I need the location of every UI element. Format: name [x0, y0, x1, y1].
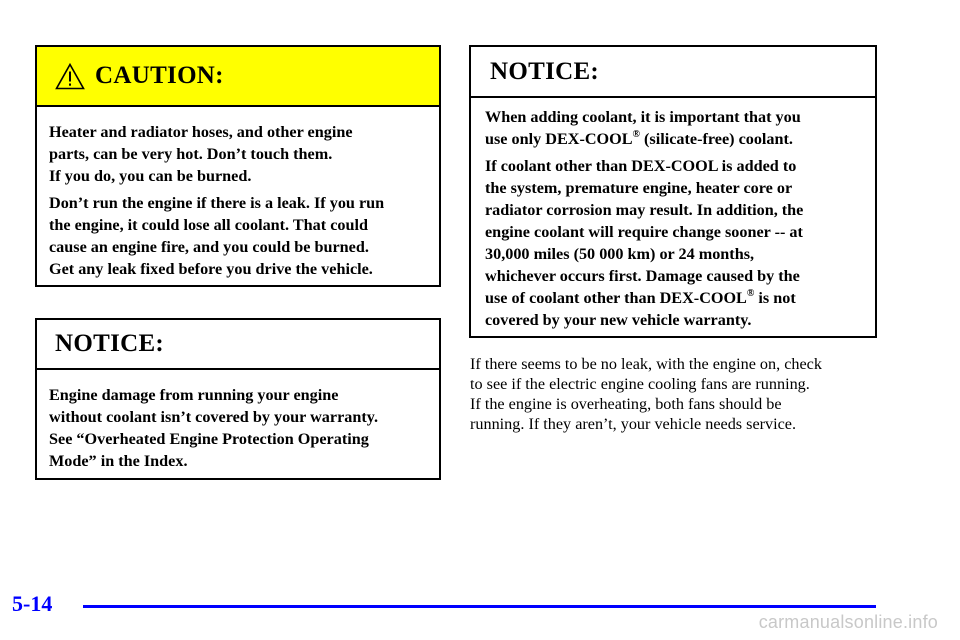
notice-header: [471, 47, 875, 98]
notice-line: Mode” in the Index.: [49, 452, 188, 470]
text-run: -: [693, 289, 700, 307]
text-run: --: [774, 223, 786, 241]
notice-body: [37, 370, 439, 472]
caution-line: cause an engine fire, and you could be burned.: [49, 238, 369, 256]
text-run: (silicate-free) coolant.: [640, 130, 793, 148]
caution-line: Heater and radiator hoses, and other engine: [49, 123, 353, 141]
notice-box-coolant: [469, 45, 877, 338]
notice-line: [485, 287, 867, 309]
notice-title: NOTICE:: [55, 330, 165, 357]
caution-line: parts, can be very hot. Don’t touch them.: [49, 145, 333, 163]
text-run: is not: [754, 289, 796, 307]
notice-line: [485, 128, 867, 150]
notice-paragraph: [485, 106, 867, 150]
notice-line: When adding coolant, it is important that you: [485, 108, 801, 126]
body-line: If there seems to be no leak, with the engine on, check: [470, 355, 822, 373]
caution-line: If you do, you can be burned.: [49, 167, 252, 185]
footer-rule: [83, 605, 876, 608]
warning-triangle-icon: [55, 63, 85, 90]
text-run: use only DEX: [485, 130, 580, 148]
text-run: COOL: [699, 289, 747, 307]
watermark: carmanualsonline.info: [758, 612, 938, 632]
notice-line: the system, premature engine, heater core or: [485, 179, 793, 197]
notice-line: radiator corrosion may result. In addition, the: [485, 201, 804, 219]
text-run: use of coolant other than DEX: [485, 289, 694, 307]
text-run: -: [579, 130, 585, 148]
caution-paragraph: [49, 192, 429, 280]
text-run: COOL is added to: [670, 157, 797, 175]
notice-box-warranty: [35, 318, 441, 480]
caution-title: CAUTION:: [95, 62, 224, 89]
notice-body: [471, 98, 875, 331]
body-paragraph: [470, 354, 890, 434]
body-line: If the engine is overheating, both fans should be: [470, 395, 782, 413]
notice-line: [485, 155, 867, 177]
text-run: -: [665, 157, 671, 175]
notice-line: whichever occurs first. Damage caused by the: [485, 267, 800, 285]
notice-header: [37, 320, 439, 370]
text-run: If coolant other than DEX: [485, 157, 666, 175]
text-run: engine coolant will require change sooner: [485, 223, 775, 241]
caution-body: [37, 107, 439, 280]
registered-mark: ®: [746, 288, 755, 299]
page-number: 5-14: [12, 591, 53, 616]
notice-line: [485, 221, 867, 243]
body-line: to see if the electric engine cooling fans are running.: [470, 375, 810, 393]
text-run: COOL: [584, 130, 633, 148]
body-line: running. If they aren’t, your vehicle needs service.: [470, 415, 797, 433]
caution-box: [35, 45, 441, 287]
caution-header: [37, 47, 439, 107]
notice-line: Engine damage from running your engine: [49, 386, 339, 404]
caution-line: Don’t run the engine if there is a leak. If you run: [49, 194, 385, 212]
text-run: at: [785, 223, 803, 241]
caution-line: Get any leak fixed before you drive the vehicle.: [49, 260, 373, 278]
notice-paragraph: [49, 384, 429, 472]
registered-mark: ®: [632, 129, 640, 140]
notice-line: covered by your new vehicle warranty.: [485, 311, 752, 329]
notice-line: 30,000 miles (50 000 km) or 24 months,: [485, 245, 755, 263]
caution-line: the engine, it could lose all coolant. That could: [49, 216, 368, 234]
caution-paragraph: [49, 121, 429, 187]
notice-paragraph: [485, 155, 867, 331]
notice-title: NOTICE:: [490, 57, 600, 85]
notice-line: See “Overheated Engine Protection Operating: [49, 430, 369, 448]
notice-line: without coolant isn’t covered by your warranty.: [49, 408, 378, 426]
